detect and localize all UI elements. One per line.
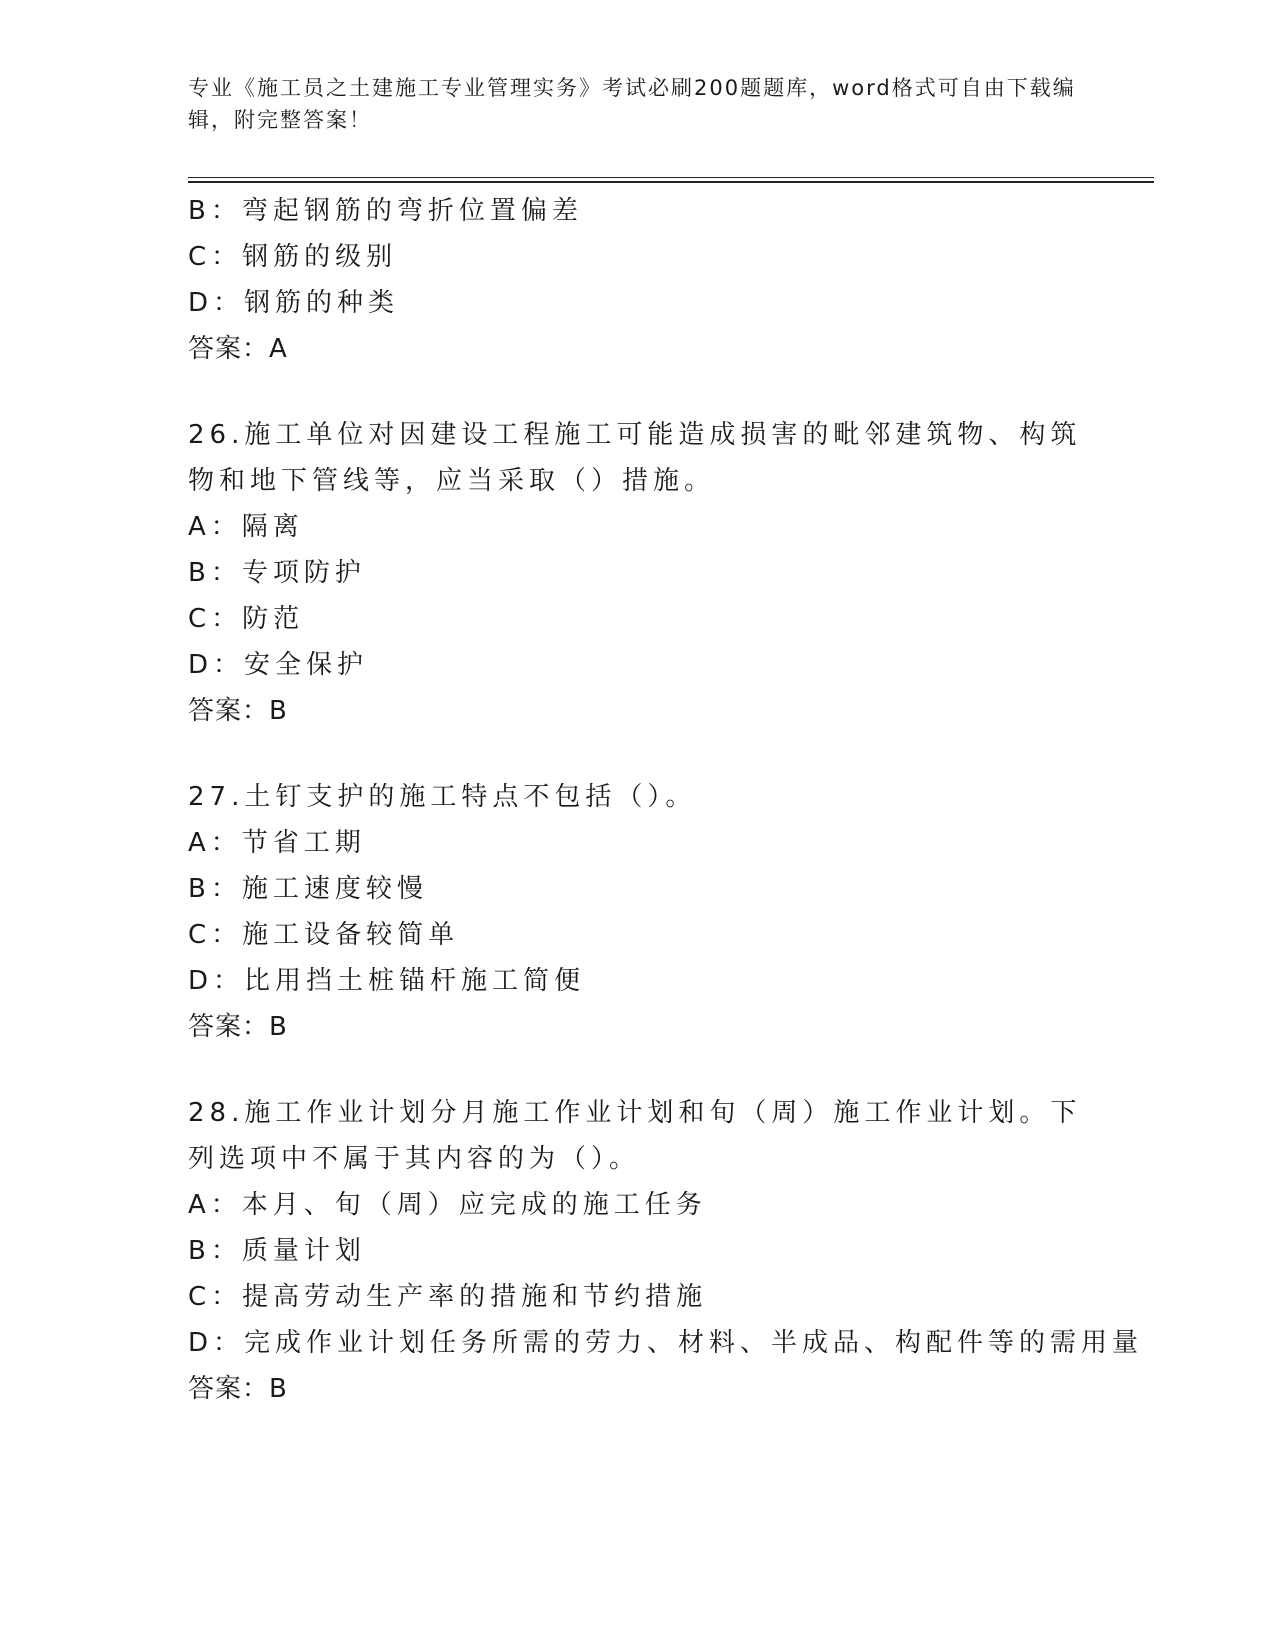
answer: 答案：B [188,696,288,726]
option-d: D：钢筋的种类 [188,288,400,318]
option-d: D：安全保护 [188,650,369,680]
option-a: A：节省工期 [188,828,366,858]
answer: 答案：A [188,334,288,364]
question-26 [188,412,1088,734]
answer: 答案：B [188,1012,288,1042]
document-header: 专业《施工员之土建施工专业管理实务》考试必刷200题题库，word格式可自由下载编辑，附完整答案！ [188,76,1076,132]
question-28 [188,1090,1144,1412]
answer: 答案：B [188,1374,288,1404]
question-list [188,188,1144,1412]
option-c: C：提高劳动生产率的措施和节约措施 [188,1282,708,1312]
option-c: C：施工设备较简单 [188,920,460,950]
option-a: A：隔离 [188,512,304,542]
option-a: A：本月、旬（周）应完成的施工任务 [188,1190,707,1220]
option-d: D：比用挡土桩锚杆施工简便 [188,966,586,996]
question-text: 27.土钉支护的施工特点不包括（）。 [188,782,697,812]
question-27 [188,774,1088,1050]
option-c: C：钢筋的级别 [188,242,398,272]
header-divider-thick [188,181,1154,183]
option-b: B：专项防护 [188,558,366,588]
option-b: B：施工速度较慢 [188,874,428,904]
header-divider-thin [188,177,1154,178]
option-b: B：弯起钢筋的弯折位置偏差 [188,196,583,226]
option-d: D：完成作业计划任务所需的劳力、材料、半成品、构配件等的需用量 [188,1328,1144,1358]
option-b: B：质量计划 [188,1236,366,1266]
question-text: 28.施工作业计划分月施工作业计划和旬（周）施工作业计划。下列选项中不属于其内容的为（）。 [188,1098,1082,1174]
question-text: 26.施工单位对因建设工程施工可能造成损害的毗邻建筑物、构筑物和地下管线等，应当采取（）措施。 [188,420,1082,496]
option-c: C：防范 [188,604,305,634]
question-25-continuation [188,188,1088,372]
